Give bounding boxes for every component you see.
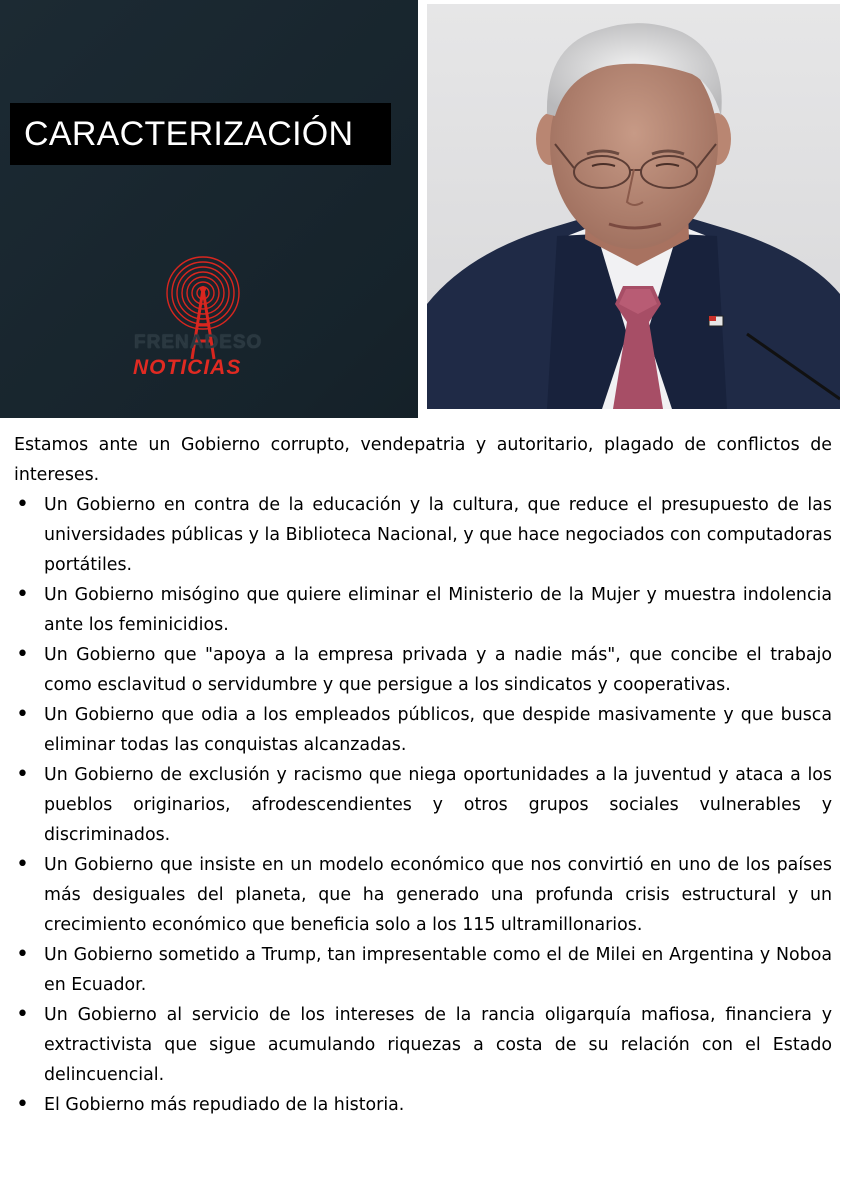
list-item: • Un Gobierno al servicio de los intereses de la rancia oligarquía mafiosa, financiera y extractivista que sigue acumulando riquezas a costa de su relación con el Estado delincuencial. [14,1000,832,1090]
characteristics-list [14,490,832,1120]
page-title: CARACTERIZACIÓN [24,115,354,153]
title-box [10,103,391,165]
list-item: • Un Gobierno que odia a los empleados públicos, que despide masivamente y que busca eliminar todas las conquistas alcanzadas. [14,700,832,760]
header-banner [0,0,848,418]
logo-text-frenadeso: FRENADESO [134,332,263,353]
logo-text-noticias: NOTICIAS [133,356,242,379]
frenadeso-logo [130,255,300,385]
list-item: • Un Gobierno de exclusión y racismo que niega oportunidades a la juventud y ataca a los pueblos originarios, afrodescendientes y otros grupos sociales vulnerables y discriminados. [14,760,832,850]
list-item: • Un Gobierno que insiste en un modelo económico que nos convirtió en uno de los países más desiguales del planeta, que ha generado una profunda crisis estructural y un crecimiento económico que beneficia solo a los 115 ultramillonarios. [14,850,832,940]
list-item: • Un Gobierno sometido a Trump, tan impresentable como el de Milei en Argentina y Noboa en Ecuador. [14,940,832,1000]
portrait-illustration [427,4,840,409]
article-body [14,430,832,1120]
list-item: • Un Gobierno en contra de la educación y la cultura, que reduce el presupuesto de las universidades públicas y la Biblioteca Nacional, y que hace negociados con computadoras portátiles. [14,490,832,580]
intro-paragraph: Estamos ante un Gobierno corrupto, vendepatria y autoritario, plagado de conflictos de intereses. [14,435,832,485]
photo-frame [418,0,848,418]
list-item: • El Gobierno más repudiado de la historia. [14,1090,832,1120]
list-item: • Un Gobierno misógino que quiere eliminar el Ministerio de la Mujer y muestra indolencia ante los feminicidios. [14,580,832,640]
person-portrait-photo [427,4,840,409]
list-item: • Un Gobierno que "apoya a la empresa privada y a nadie más", que concibe el trabajo como esclavitud o servidumbre y que persigue a los sindicatos y cooperativas. [14,640,832,700]
